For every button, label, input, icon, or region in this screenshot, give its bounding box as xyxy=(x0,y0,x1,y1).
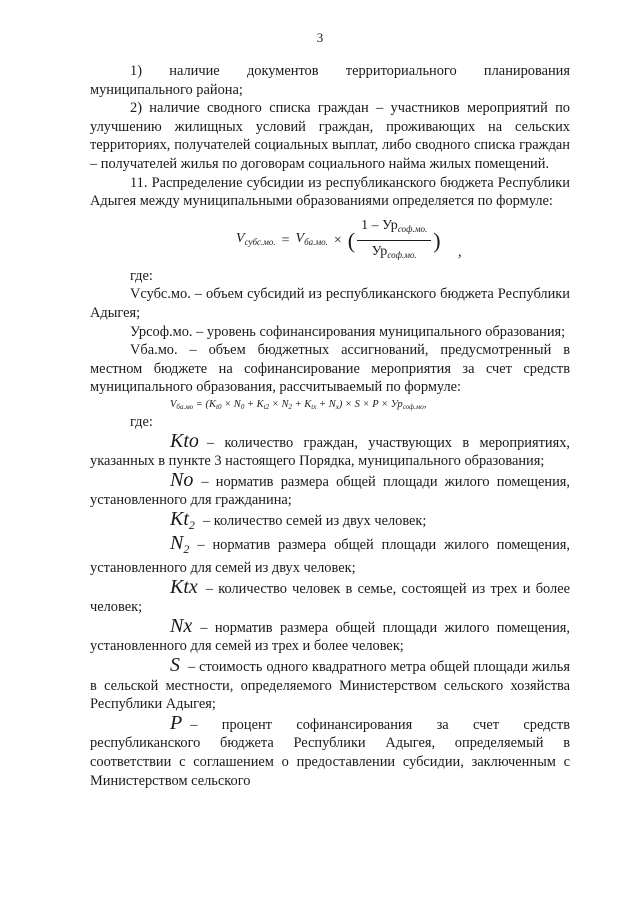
def-p: P – процент софинансирования за счет средств республиканского бюджета Республики Адыгея, определяемый в соответствии с соглашением о предоставлении субсидии, заключенным с Министерством сельского xyxy=(90,711,570,789)
def-ktx: Ktx – количество человек в семье, состоящей из трех и более человек; xyxy=(90,575,570,616)
where-label-1: где: xyxy=(130,267,153,284)
formula-comma: , xyxy=(458,243,462,260)
document-body xyxy=(90,62,570,790)
formula-open-paren: ( xyxy=(347,227,356,253)
def-ursof: Урсоф.мо. – уровень софинансирования муниципального образования; xyxy=(130,323,566,340)
symbol-n2: $N_2$ xyxy=(170,532,190,557)
def-kto: Kto – количество граждан, участвующих в мероприятиях, указанных в пункте 3 настоящего Порядка, муниципального образования; xyxy=(90,429,570,470)
symbol-ktx: Ktx xyxy=(170,575,198,598)
formula-vba: $V_{ба.мо.}$ xyxy=(295,231,328,248)
def-no: No – норматив размера общей площади жилого помещения, установленного для гражданина; xyxy=(90,468,570,509)
paragraph-3: 11. Распределение субсидии из республиканского бюджета Республики Адыгея между муниципальными образованиями определяется по формуле: xyxy=(90,174,570,210)
paragraph-2: 2) наличие сводного списка граждан – участников мероприятий по улучшению жилищных условий граждан, проживающих на сельских территориях, получателей социальных выплат, либо сводного списка граждан – получателей жилья по договорам социального найма жилых помещений. xyxy=(90,100,570,172)
def-vsubs: Vсубс.мо. – объем субсидий из республиканского бюджета Республики Адыгея; xyxy=(90,286,570,321)
def-nx: Nx – норматив размера общей площади жилого помещения, установленного для семей из трех и более человек; xyxy=(90,614,570,655)
formula-lhs: $V_{субс.мо.}$ xyxy=(236,231,276,248)
formula-close-paren: ) xyxy=(433,227,441,253)
def-s: S – стоимость одного квадратного метра общей площади жилья в сельской местности, определяемого Министерством сельского хозяйства Республики Адыгея; xyxy=(90,654,570,713)
formula-fraction xyxy=(357,217,431,265)
page-number: 3 xyxy=(316,30,324,45)
symbol-kt2: $Kt_2$ xyxy=(170,507,195,532)
def-kt2: $Kt_2$ – количество семей из двух человек; xyxy=(90,510,570,535)
formula-times: × xyxy=(333,232,342,248)
def-n2: $N_2$ – норматив размера общей площади жилого помещения, установленного для семей из двух человек; xyxy=(90,532,570,577)
formula-numerator: $1 - Ур_{соф.мо.}$ xyxy=(357,217,431,242)
symbol-nx: Nx xyxy=(170,614,193,637)
symbol-no: No xyxy=(170,468,194,491)
def-vba: Vба.мо. – объем бюджетных ассигнований, предусмотренный в местном бюджете на софинансирование мероприятия за счет средств муниципального образования, рассчитываемый по формуле: xyxy=(90,342,570,396)
formula-subsidy xyxy=(90,211,570,267)
symbol-kto: Kto xyxy=(170,429,199,452)
formula-denominator: $Ур_{соф.мо.}$ xyxy=(371,244,417,261)
formula-eq: = xyxy=(281,232,290,248)
symbol-s: S xyxy=(170,654,180,677)
symbol-p: P xyxy=(170,711,183,734)
formula-vba-calc: Vба.мо = (Kt0 × N0 + Kt2 × N2 + Ktx + Nx) × S × P × Урсоф.мо, xyxy=(170,398,427,411)
where-label-2: где: xyxy=(130,413,153,430)
paragraph-1: 1) наличие документов территориального планирования муниципального района; xyxy=(90,63,570,98)
